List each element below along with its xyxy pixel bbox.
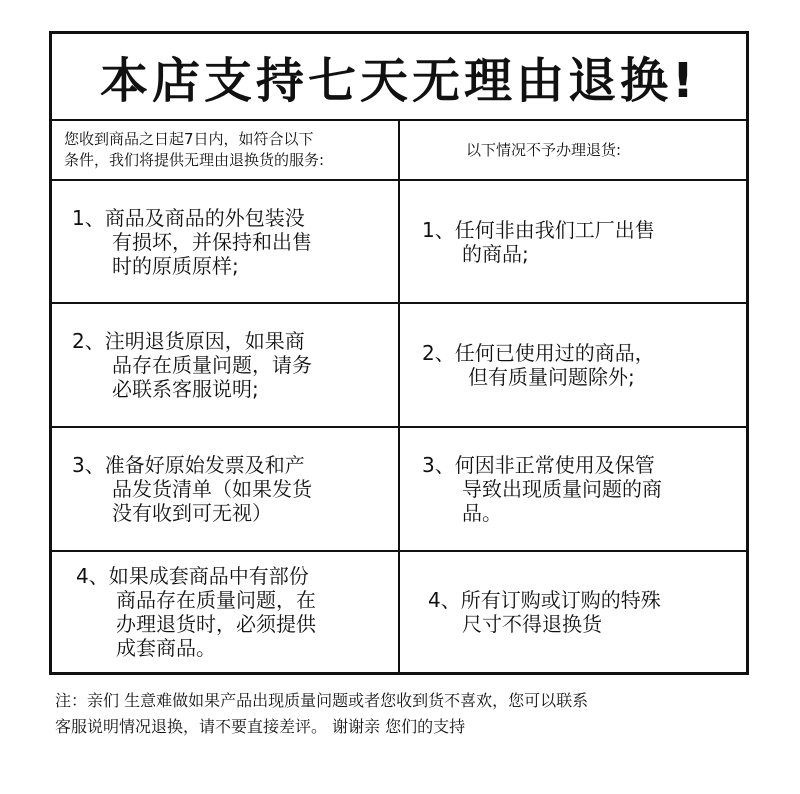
item-line: 2、任何已使用过的商品， [422, 341, 655, 365]
policy-table [49, 31, 749, 675]
left-item-2 [72, 304, 396, 426]
item-line: 3、何因非正常使用及保管 [422, 453, 655, 477]
right-header-text: 以下情况不予办理退货: [466, 140, 622, 159]
note-line: 注：亲们 生意难做如果产品出现质量问题或者您收到货不喜欢，您可以联系 [55, 691, 589, 710]
item-line: 商品存在质量问题，在 [116, 588, 316, 612]
left-header-line: 条件，我们将提供无理由退换货的服务: [64, 151, 325, 169]
right-item-2 [400, 304, 746, 426]
item-line: 的商品; [462, 241, 529, 266]
footer-note [55, 688, 755, 740]
item-line: 没有收到可无视） [112, 501, 272, 525]
left-column-header [64, 121, 396, 179]
right-item-1 [400, 181, 746, 302]
item-line: 1、任何非由我们工厂出售 [422, 217, 655, 242]
left-item-1 [72, 181, 396, 302]
right-item-4 [400, 552, 746, 672]
item-line: 3、准备好原始发票及和产 [72, 453, 305, 477]
item-line: 品。 [462, 501, 502, 525]
item-line: 导致出现质量问题的商 [462, 477, 662, 501]
right-column-header [400, 121, 746, 179]
note-line: 客服说明情况退换，请不要直接差评。 谢谢亲 您们的支持 [55, 717, 466, 736]
page-title: 本店支持七天无理由退换! [100, 53, 698, 109]
item-line: 有损坏，并保持和出售 [112, 229, 312, 254]
item-line: 1、商品及商品的外包装没 [72, 205, 305, 230]
item-line: 品发货清单（如果发货 [112, 477, 312, 501]
item-line: 尺寸不得退换货 [462, 612, 602, 636]
left-item-3 [72, 428, 396, 550]
left-item-4 [76, 552, 396, 672]
item-line: 时的原质原样; [112, 253, 239, 278]
item-line: 成套商品。 [116, 636, 216, 660]
right-item-3 [400, 428, 746, 550]
item-line: 办理退货时，必须提供 [116, 612, 316, 636]
item-line: 必联系客服说明; [112, 377, 259, 401]
left-header-line: 您收到商品之日起7日内，如符合以下 [64, 130, 314, 148]
item-line: 品存在质量问题，请务 [112, 353, 312, 377]
item-line: 4、所有订购或订购的特殊 [428, 588, 661, 612]
item-line: 但有质量问题除外; [468, 365, 635, 389]
item-line: 4、如果成套商品中有部份 [76, 564, 309, 588]
item-line: 2、注明退货原因，如果商 [72, 329, 305, 353]
